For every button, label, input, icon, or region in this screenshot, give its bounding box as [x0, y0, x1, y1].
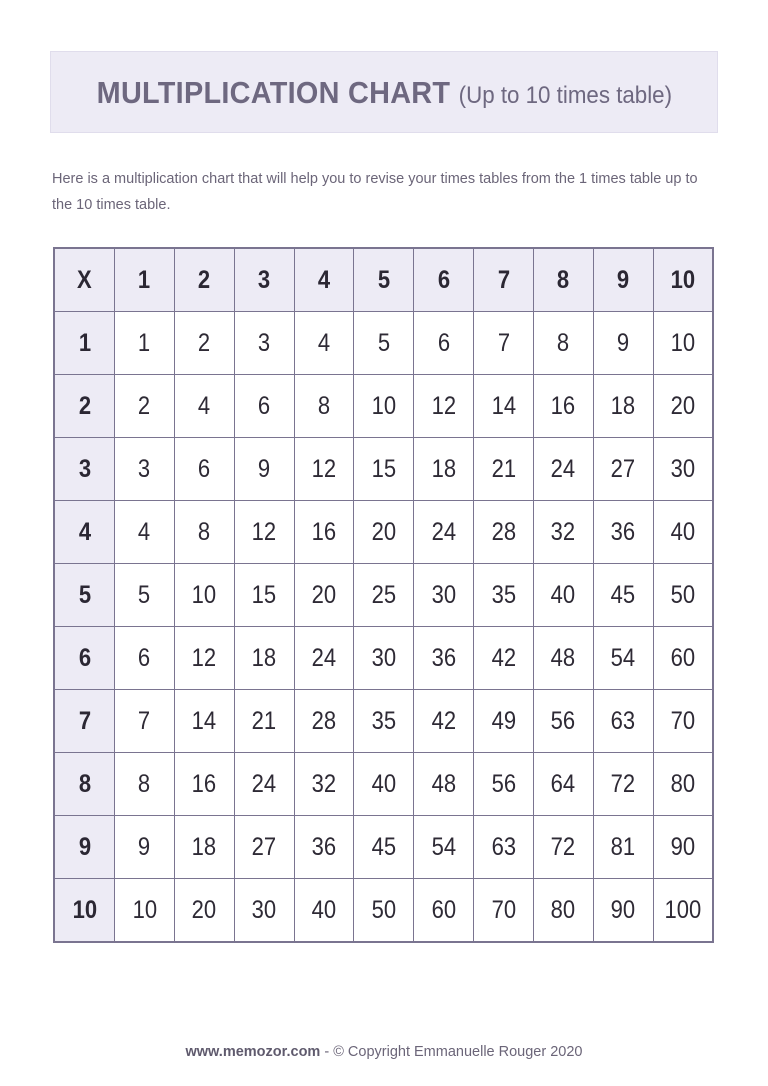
- cell-value: 5: [138, 580, 151, 609]
- cell-6x5: [354, 627, 414, 690]
- cell-2x10: [653, 375, 713, 438]
- table-header-row: [54, 248, 713, 312]
- corner-cell: [54, 248, 115, 312]
- cell-2x9: [593, 375, 653, 438]
- cell-9x9: [593, 816, 653, 879]
- cell-value: X: [77, 265, 92, 294]
- cell-7x1: [115, 690, 175, 753]
- cell-8x9: [593, 753, 653, 816]
- cell-value: 5: [377, 328, 390, 357]
- cell-value: 32: [311, 769, 337, 798]
- cell-value: 10: [192, 580, 217, 609]
- cell-4x5: [354, 501, 414, 564]
- cell-10x9: [593, 879, 653, 943]
- cell-6x9: [593, 627, 653, 690]
- cell-value: 90: [610, 895, 636, 924]
- cell-value: 5: [78, 580, 91, 609]
- cell-10x2: [174, 879, 234, 943]
- title-banner: [50, 51, 718, 133]
- row-header-8: [54, 753, 115, 816]
- cell-6x4: [294, 627, 354, 690]
- multiplication-table: [53, 247, 714, 943]
- cell-value: 16: [311, 517, 337, 546]
- cell-value: 10: [670, 328, 696, 357]
- cell-value: 36: [610, 517, 636, 546]
- cell-value: 8: [557, 328, 570, 357]
- cell-6x3: [234, 627, 294, 690]
- cell-value: 18: [251, 643, 277, 672]
- cell-8x5: [354, 753, 414, 816]
- cell-value: 1: [138, 265, 151, 294]
- page-title: MULTIPLICATION CHART: [96, 74, 450, 110]
- cell-value: 24: [551, 454, 576, 483]
- cell-value: 4: [78, 517, 91, 546]
- cell-value: 50: [670, 580, 696, 609]
- cell-4x7: [474, 501, 534, 564]
- cell-value: 2: [138, 391, 151, 420]
- cell-value: 4: [198, 391, 211, 420]
- cell-value: 7: [78, 706, 91, 735]
- cell-3x1: [115, 438, 175, 501]
- cell-value: 16: [192, 769, 217, 798]
- cell-7x10: [653, 690, 713, 753]
- cell-2x1: [115, 375, 175, 438]
- table-row: [54, 753, 713, 816]
- cell-value: 54: [431, 832, 456, 861]
- cell-8x7: [474, 753, 534, 816]
- cell-value: 12: [431, 391, 456, 420]
- cell-value: 4: [138, 517, 151, 546]
- cell-7x6: [414, 690, 474, 753]
- cell-1x9: [593, 312, 653, 375]
- cell-value: 6: [437, 265, 450, 294]
- cell-value: 25: [371, 580, 397, 609]
- cell-value: 63: [610, 706, 636, 735]
- cell-value: 3: [78, 454, 91, 483]
- footer-copyright: - © Copyright Emmanuelle Rouger 2020: [320, 1044, 583, 1060]
- table-row: [54, 879, 713, 943]
- cell-4x4: [294, 501, 354, 564]
- cell-value: 21: [251, 706, 277, 735]
- table-row: [54, 564, 713, 627]
- cell-value: 14: [192, 706, 217, 735]
- column-header-5: [354, 248, 414, 312]
- cell-10x1: [115, 879, 175, 943]
- cell-value: 18: [610, 391, 636, 420]
- cell-7x5: [354, 690, 414, 753]
- cell-value: 60: [670, 643, 696, 672]
- cell-4x2: [174, 501, 234, 564]
- cell-1x4: [294, 312, 354, 375]
- cell-3x8: [533, 438, 593, 501]
- cell-1x3: [234, 312, 294, 375]
- cell-4x6: [414, 501, 474, 564]
- cell-6x6: [414, 627, 474, 690]
- cell-value: 60: [431, 895, 456, 924]
- column-header-8: [533, 248, 593, 312]
- cell-value: 10: [132, 895, 157, 924]
- cell-value: 32: [551, 517, 576, 546]
- cell-4x3: [234, 501, 294, 564]
- cell-value: 45: [371, 832, 397, 861]
- cell-value: 54: [610, 643, 636, 672]
- cell-value: 40: [670, 517, 696, 546]
- table-row: [54, 690, 713, 753]
- cell-value: 36: [311, 832, 337, 861]
- cell-value: 2: [78, 391, 91, 420]
- cell-5x3: [234, 564, 294, 627]
- cell-2x8: [533, 375, 593, 438]
- cell-3x7: [474, 438, 534, 501]
- cell-value: 1: [78, 328, 91, 357]
- cell-value: 6: [138, 643, 151, 672]
- cell-value: 45: [610, 580, 636, 609]
- title-line: [96, 74, 672, 110]
- cell-10x5: [354, 879, 414, 943]
- row-header-9: [54, 816, 115, 879]
- cell-7x8: [533, 690, 593, 753]
- cell-value: 80: [670, 769, 696, 798]
- cell-value: 24: [251, 769, 277, 798]
- page-subtitle: (Up to 10 times table): [458, 81, 672, 109]
- cell-value: 81: [610, 832, 636, 861]
- cell-5x8: [533, 564, 593, 627]
- cell-value: 48: [551, 643, 576, 672]
- cell-7x2: [174, 690, 234, 753]
- column-header-2: [174, 248, 234, 312]
- cell-5x1: [115, 564, 175, 627]
- cell-value: 12: [251, 517, 277, 546]
- cell-value: 9: [78, 832, 91, 861]
- cell-value: 40: [371, 769, 397, 798]
- cell-value: 27: [251, 832, 277, 861]
- cell-3x6: [414, 438, 474, 501]
- cell-6x7: [474, 627, 534, 690]
- cell-value: 20: [192, 895, 217, 924]
- cell-9x4: [294, 816, 354, 879]
- cell-5x4: [294, 564, 354, 627]
- cell-value: 7: [497, 328, 510, 357]
- cell-value: 42: [431, 706, 456, 735]
- row-header-4: [54, 501, 115, 564]
- cell-value: 18: [192, 832, 217, 861]
- cell-value: 30: [670, 454, 696, 483]
- cell-value: 2: [198, 328, 211, 357]
- cell-5x6: [414, 564, 474, 627]
- cell-value: 63: [491, 832, 516, 861]
- cell-value: 36: [431, 643, 456, 672]
- cell-value: 70: [491, 895, 516, 924]
- cell-value: 72: [610, 769, 636, 798]
- cell-8x10: [653, 753, 713, 816]
- cell-9x2: [174, 816, 234, 879]
- table-row: [54, 501, 713, 564]
- cell-value: 28: [311, 706, 337, 735]
- cell-5x10: [653, 564, 713, 627]
- cell-value: 10: [670, 265, 696, 294]
- row-header-6: [54, 627, 115, 690]
- cell-8x2: [174, 753, 234, 816]
- cell-value: 20: [670, 391, 696, 420]
- cell-value: 1: [138, 328, 151, 357]
- cell-value: 30: [371, 643, 397, 672]
- row-header-5: [54, 564, 115, 627]
- row-header-1: [54, 312, 115, 375]
- column-header-7: [474, 248, 534, 312]
- cell-2x2: [174, 375, 234, 438]
- cell-4x10: [653, 501, 713, 564]
- cell-value: 8: [557, 265, 570, 294]
- cell-value: 90: [670, 832, 696, 861]
- cell-9x8: [533, 816, 593, 879]
- footer-site: www.memozor.com: [185, 1044, 321, 1060]
- cell-value: 7: [497, 265, 510, 294]
- cell-3x5: [354, 438, 414, 501]
- table-row: [54, 816, 713, 879]
- cell-value: 70: [670, 706, 696, 735]
- cell-value: 48: [431, 769, 456, 798]
- column-header-10: [653, 248, 713, 312]
- cell-1x5: [354, 312, 414, 375]
- cell-value: 7: [138, 706, 151, 735]
- cell-10x10: [653, 879, 713, 943]
- cell-1x1: [115, 312, 175, 375]
- cell-9x6: [414, 816, 474, 879]
- cell-2x4: [294, 375, 354, 438]
- cell-value: 56: [491, 769, 516, 798]
- table-row: [54, 375, 713, 438]
- cell-value: 40: [551, 580, 576, 609]
- cell-value: 9: [617, 265, 630, 294]
- cell-value: 72: [551, 832, 576, 861]
- cell-7x3: [234, 690, 294, 753]
- cell-value: 8: [317, 391, 331, 420]
- cell-value: 5: [377, 265, 390, 294]
- cell-value: 6: [78, 643, 91, 672]
- cell-3x9: [593, 438, 653, 501]
- cell-1x7: [474, 312, 534, 375]
- cell-6x1: [115, 627, 175, 690]
- cell-1x6: [414, 312, 474, 375]
- column-header-4: [294, 248, 354, 312]
- cell-2x6: [414, 375, 474, 438]
- row-header-3: [54, 438, 115, 501]
- cell-5x2: [174, 564, 234, 627]
- row-header-7: [54, 690, 115, 753]
- cell-value: 40: [311, 895, 337, 924]
- cell-8x3: [234, 753, 294, 816]
- cell-2x7: [474, 375, 534, 438]
- column-header-1: [115, 248, 175, 312]
- column-header-3: [234, 248, 294, 312]
- cell-9x5: [354, 816, 414, 879]
- cell-value: 18: [431, 454, 456, 483]
- cell-value: 8: [78, 769, 91, 798]
- cell-7x4: [294, 690, 354, 753]
- cell-9x3: [234, 816, 294, 879]
- cell-value: 6: [437, 328, 450, 357]
- cell-value: 14: [491, 391, 516, 420]
- cell-value: 10: [371, 391, 397, 420]
- cell-value: 3: [138, 454, 151, 483]
- cell-6x10: [653, 627, 713, 690]
- intro-paragraph: Here is a multiplication chart that will help you to revise your times tables from the 1 times table up to the 10 times table.: [52, 171, 698, 213]
- cell-6x2: [174, 627, 234, 690]
- cell-value: 28: [491, 517, 516, 546]
- cell-value: 100: [664, 895, 702, 924]
- cell-10x3: [234, 879, 294, 943]
- cell-value: 9: [138, 832, 151, 861]
- cell-value: 6: [257, 391, 271, 420]
- cell-value: 2: [198, 265, 211, 294]
- cell-value: 56: [551, 706, 576, 735]
- cell-value: 16: [551, 391, 576, 420]
- cell-6x8: [533, 627, 593, 690]
- cell-1x2: [174, 312, 234, 375]
- cell-1x10: [653, 312, 713, 375]
- cell-value: 4: [317, 328, 331, 357]
- cell-value: 9: [617, 328, 630, 357]
- multiplication-table-container: [53, 247, 714, 943]
- footer: [0, 1044, 768, 1060]
- cell-3x10: [653, 438, 713, 501]
- cell-value: 12: [311, 454, 337, 483]
- cell-8x8: [533, 753, 593, 816]
- cell-1x8: [533, 312, 593, 375]
- table-row: [54, 627, 713, 690]
- cell-10x7: [474, 879, 534, 943]
- cell-value: 50: [371, 895, 397, 924]
- cell-value: 49: [491, 706, 516, 735]
- cell-5x7: [474, 564, 534, 627]
- cell-9x1: [115, 816, 175, 879]
- cell-value: 64: [551, 769, 576, 798]
- column-header-9: [593, 248, 653, 312]
- cell-5x9: [593, 564, 653, 627]
- cell-2x3: [234, 375, 294, 438]
- cell-value: 3: [257, 328, 271, 357]
- cell-7x7: [474, 690, 534, 753]
- cell-value: 27: [610, 454, 636, 483]
- cell-value: 21: [491, 454, 516, 483]
- cell-value: 15: [371, 454, 397, 483]
- cell-value: 30: [251, 895, 277, 924]
- row-header-10: [54, 879, 115, 943]
- cell-8x6: [414, 753, 474, 816]
- cell-value: 8: [138, 769, 151, 798]
- cell-3x2: [174, 438, 234, 501]
- cell-8x1: [115, 753, 175, 816]
- cell-value: 12: [192, 643, 217, 672]
- cell-value: 6: [198, 454, 211, 483]
- cell-9x7: [474, 816, 534, 879]
- cell-value: 24: [431, 517, 456, 546]
- cell-value: 24: [311, 643, 337, 672]
- cell-value: 20: [311, 580, 337, 609]
- cell-3x4: [294, 438, 354, 501]
- cell-4x1: [115, 501, 175, 564]
- cell-value: 80: [551, 895, 576, 924]
- cell-value: 30: [431, 580, 456, 609]
- cell-4x9: [593, 501, 653, 564]
- cell-value: 3: [257, 265, 271, 294]
- cell-value: 4: [317, 265, 331, 294]
- cell-value: 10: [72, 895, 97, 924]
- cell-value: 35: [371, 706, 397, 735]
- cell-value: 20: [371, 517, 397, 546]
- cell-10x6: [414, 879, 474, 943]
- cell-5x5: [354, 564, 414, 627]
- cell-value: 8: [198, 517, 211, 546]
- table-row: [54, 438, 713, 501]
- cell-9x10: [653, 816, 713, 879]
- cell-value: 15: [251, 580, 277, 609]
- cell-7x9: [593, 690, 653, 753]
- column-header-6: [414, 248, 474, 312]
- cell-10x4: [294, 879, 354, 943]
- cell-10x8: [533, 879, 593, 943]
- cell-value: 35: [491, 580, 516, 609]
- cell-8x4: [294, 753, 354, 816]
- cell-3x3: [234, 438, 294, 501]
- cell-value: 9: [257, 454, 271, 483]
- cell-2x5: [354, 375, 414, 438]
- row-header-2: [54, 375, 115, 438]
- cell-4x8: [533, 501, 593, 564]
- cell-value: 42: [491, 643, 516, 672]
- table-row: [54, 312, 713, 375]
